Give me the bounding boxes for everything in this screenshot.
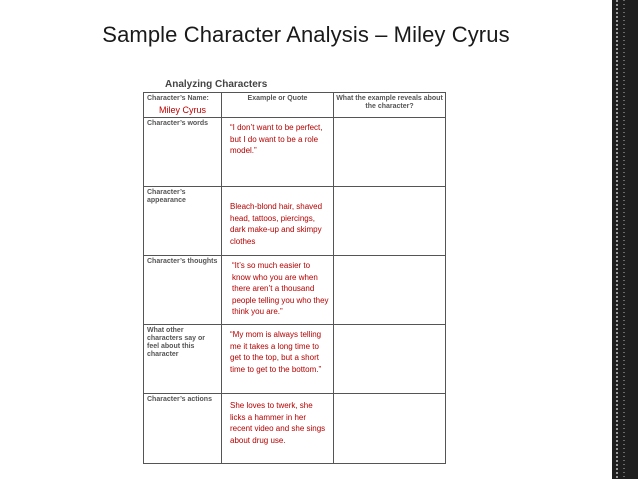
table-row-actions xyxy=(144,394,446,464)
row-label-cell xyxy=(144,187,222,256)
example-text: “I don’t want to be perfect, but I do want to be a role model.” xyxy=(230,123,323,155)
row-label: Character’s appearance xyxy=(147,189,186,204)
example-cell xyxy=(222,187,334,256)
reveals-cell xyxy=(334,187,446,256)
example-header: Example or Quote xyxy=(247,95,308,102)
example-text: Bleach-blond hair, shaved head, tattoos, piercings, dark make-up and skimpy clothes xyxy=(230,202,323,246)
example-text: “My mom is always telling me it takes a long time to get to the top, but a short time to get to the bottom.” xyxy=(230,330,322,374)
reveals-cell xyxy=(334,394,446,464)
character-name-value: Miley Cyrus xyxy=(158,105,206,115)
row-label: Character’s actions xyxy=(147,396,212,403)
example-cell xyxy=(222,394,334,464)
worksheet-heading: Analyzing Characters xyxy=(165,79,268,90)
reveals-cell xyxy=(334,118,446,187)
row-label-cell xyxy=(144,256,222,325)
reveals-cell xyxy=(334,256,446,325)
example-text: “It’s so much easier to know who you are when there aren’t a thousand people telling you who they think you are.” xyxy=(232,261,329,316)
row-label-cell xyxy=(144,394,222,464)
table-header-row xyxy=(144,93,446,118)
example-cell xyxy=(222,256,334,325)
row-label-cell xyxy=(144,325,222,394)
table-row-appearance xyxy=(144,187,446,256)
character-name-cell xyxy=(144,93,222,118)
row-label: Character’s words xyxy=(147,120,209,127)
reveals-header-cell xyxy=(334,93,446,118)
reveals-header: What the example reveals about the character? xyxy=(336,95,443,110)
row-label: Character’s thoughts xyxy=(147,258,218,265)
character-analysis-table xyxy=(143,92,446,464)
example-text: She loves to twerk, she licks a hammer in her recent video and she sings about drug use. xyxy=(230,401,326,445)
table-row-thoughts xyxy=(144,256,446,325)
example-header-cell xyxy=(222,93,334,118)
reveals-cell xyxy=(334,325,446,394)
row-label-cell xyxy=(144,118,222,187)
character-name-label: Character’s Name: xyxy=(147,95,209,102)
row-label: What other characters say or feel about this character xyxy=(147,327,205,358)
slide-title: Sample Character Analysis – Miley Cyrus xyxy=(102,22,510,47)
table-row-others xyxy=(144,325,446,394)
table-row-words xyxy=(144,118,446,187)
example-cell xyxy=(222,118,334,187)
example-cell xyxy=(222,325,334,394)
decorative-side-bar xyxy=(612,0,638,479)
